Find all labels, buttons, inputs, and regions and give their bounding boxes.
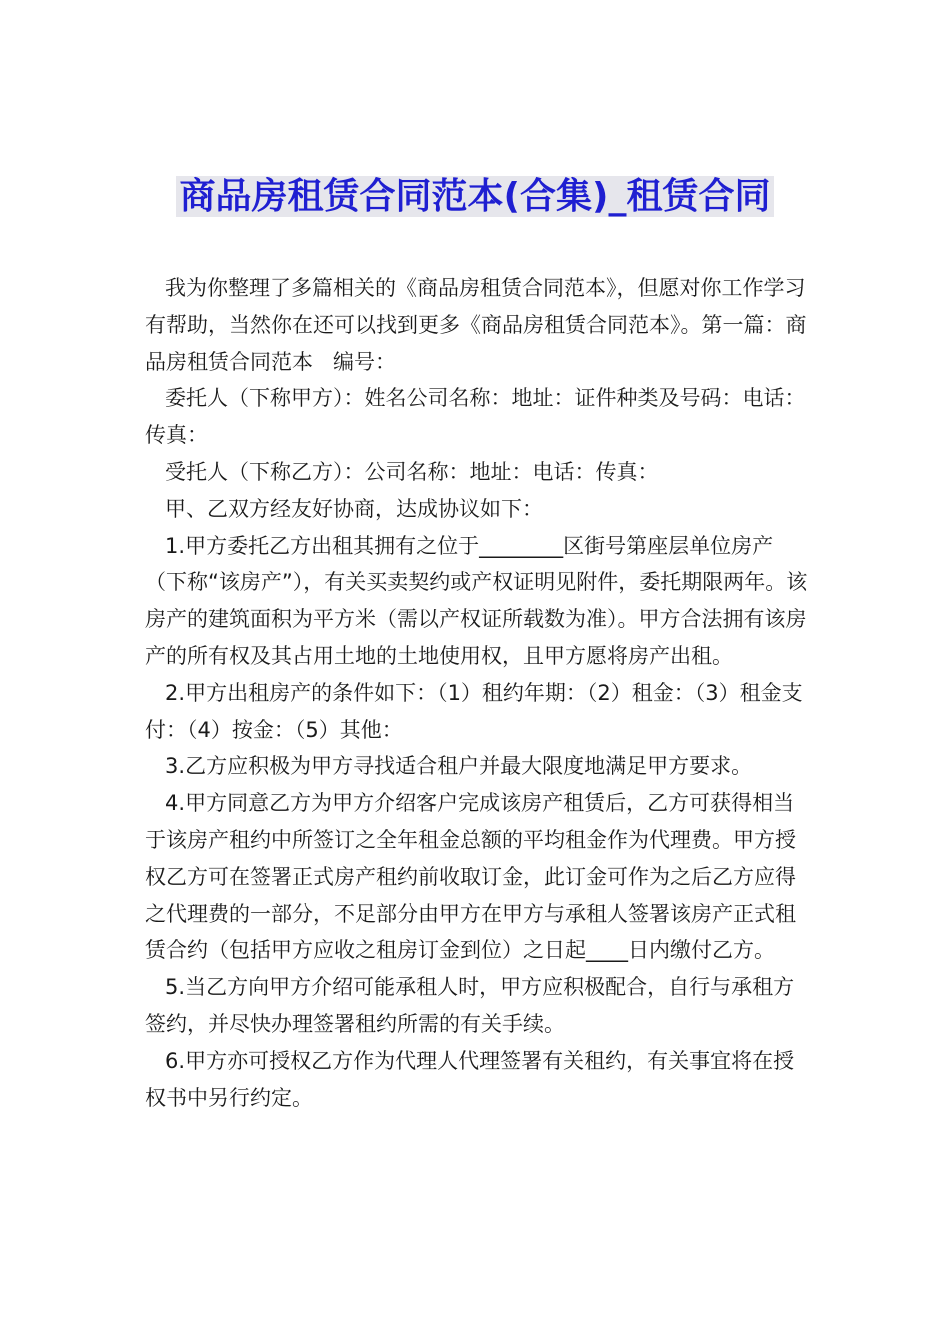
clause-1: 1.甲方委托乙方出租其拥有之位于________区街号第座层单位房产（下称“该房产”），有关买卖契约或产权证明见附件，委托期限两年。该房产的建筑面积为平方米（需以产权证所载数为准）。甲方合法拥有该房产的所有权及其占用土地的土地使用权，且甲方愿将房产出租。	[145, 533, 808, 668]
clause-5: 5.当乙方向甲方介绍可能承租人时，甲方应积极配合，自行与承租方签约，并尽快办理签署租约所需的有关手续。	[145, 975, 795, 1036]
clause-3: 3.乙方应积极为甲方寻找适合租户并最大限度地满足甲方要求。	[145, 754, 753, 779]
paragraph-agreement: 甲、乙双方经友好协商，达成协议如下：	[145, 496, 544, 521]
clause-2: 2.甲方出租房产的条件如下：（1）租约年期：（2）租金：（3）租金支付：（4）按金：（5）其他：	[145, 680, 803, 742]
clause-6: 6.甲方亦可授权乙方作为代理人代理签署有关租约，有关事宜将在授权书中另行约定。	[145, 1048, 795, 1110]
paragraph-agent: 受托人（下称乙方）：公司名称：地址：电话：传真：	[145, 459, 659, 484]
paragraph-principal: 委托人（下称甲方）：姓名公司名称：地址：证件种类及号码：电话：传真：	[145, 386, 806, 448]
document-title	[0, 172, 950, 222]
paragraph-intro: 我为你整理了多篇相关的《商品房租赁合同范本》，但愿对你工作学习有帮助，当然你在还可以找到更多《商品房租赁合同范本》。第一篇：商品房租赁合同范本 编号：	[145, 276, 807, 374]
document-title-text: 商品房租赁合同范本(合集)_租赁合同	[176, 176, 775, 217]
document-body	[145, 270, 810, 1116]
clause-4: 4.甲方同意乙方为甲方介绍客户完成该房产租赁后，乙方可获得相当于该房产租约中所签订之全年租金总额的平均租金作为代理费。甲方授权乙方可在签署正式房产租约前收取订金，此订金可作为之后乙方应得之代理费的一部分，不足部分由甲方在甲方与承租人签署该房产正式租赁合约（包括甲方应收之租房订金到位）之日起____日内缴付乙方。	[145, 791, 796, 963]
